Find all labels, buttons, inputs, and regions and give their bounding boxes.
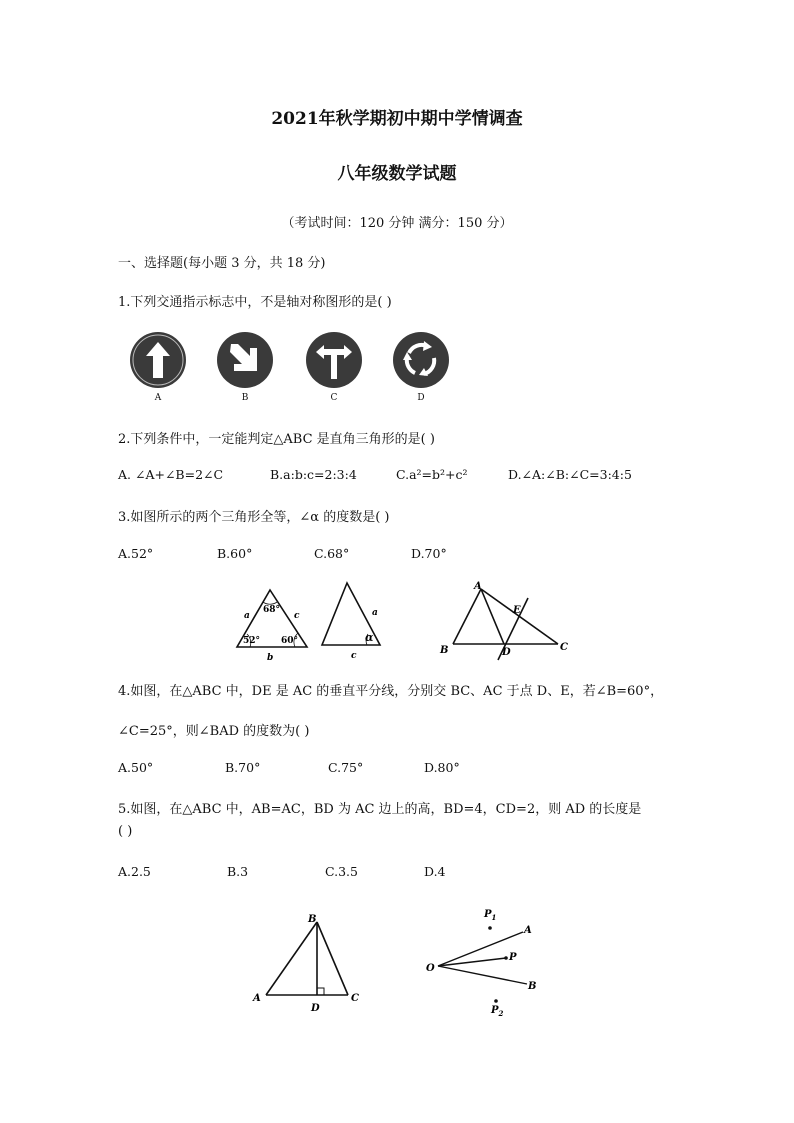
- sign-label-c: C: [330, 393, 338, 403]
- page-subtitle: 八年级数学试题: [337, 164, 457, 184]
- fig4-label-c: C: [560, 642, 568, 653]
- roundabout-icon: [393, 332, 449, 388]
- fig5-label-d: D: [311, 1003, 320, 1014]
- question-2-option-b: B.a:b:c=2:3:4: [270, 467, 357, 482]
- traffic-signs-figure: [118, 325, 458, 405]
- question-2-option-c: C.a²=b²+c²: [396, 467, 468, 482]
- fig2-label-alpha: α: [365, 631, 374, 644]
- question-3-option-d: D.70°: [411, 546, 447, 561]
- question-6-figure: [426, 909, 536, 1018]
- fig4-label-d: D: [502, 647, 511, 658]
- question-3-option-b: B.60°: [217, 546, 253, 561]
- arrow-down-right-icon: [217, 332, 273, 388]
- question-5-stem-line1: 5.如图，在△ABC 中，AB=AC，BD 为 AC 边上的高，BD=4，CD=2，则 AD 的长度是: [118, 802, 642, 817]
- question-4-option-a: A.50°: [118, 760, 154, 775]
- fig6-label-b: B: [528, 981, 537, 992]
- fig6-label-a: A: [524, 925, 532, 936]
- question-5-option-a: A.2.5: [118, 864, 151, 879]
- sign-label-d: D: [417, 393, 425, 403]
- question-5-option-d: D.4: [424, 864, 446, 879]
- question-3-4-figures: [225, 578, 585, 663]
- triangle-figure-2: [322, 583, 380, 661]
- fig1-label-a: a: [244, 611, 250, 621]
- fig1-angle-top: 68°: [263, 605, 281, 615]
- fig5-label-c: C: [351, 993, 359, 1004]
- question-4-option-d: D.80°: [424, 760, 460, 775]
- fig6-label-p1: $P_1$: [484, 909, 497, 922]
- arrow-up-icon: [130, 332, 186, 388]
- question-1-signs: [118, 325, 458, 405]
- fig1-label-c: c: [294, 611, 300, 621]
- question-2-stem: 2.下列条件中，一定能判定△ABC 是直角三角形的是( ): [118, 432, 435, 447]
- section-heading: 一、选择题(每小题 3 分，共 18 分): [118, 256, 326, 271]
- exam-info: （考试时间：120 分钟 满分：150 分）: [281, 216, 513, 231]
- question-4-stem-line2: ∠C=25°，则∠BAD 的度数为( ): [118, 724, 310, 739]
- question-5-stem-line2: ( ): [118, 824, 133, 839]
- fig2-label-a: a: [372, 608, 378, 618]
- fig4-label-a: A: [474, 581, 482, 592]
- fig1-angle-right: 60°: [281, 636, 299, 646]
- fig2-label-c: c: [351, 651, 357, 661]
- question-5-option-c: C.3.5: [325, 864, 358, 879]
- question-4-option-b: B.70°: [225, 760, 261, 775]
- question-5-6-figures: [245, 900, 565, 1020]
- question-3-option-c: C.68°: [314, 546, 350, 561]
- fig5-label-a: A: [253, 993, 261, 1004]
- triangle-figure-1: [237, 590, 307, 663]
- question-5-option-b: B.3: [227, 864, 249, 879]
- sign-label-b: B: [241, 393, 249, 403]
- question-3-stem: 3.如图所示的两个三角形全等，∠α 的度数是( ): [118, 510, 390, 525]
- question-4-stem-line1: 4.如图，在△ABC 中，DE 是 AC 的垂直平分线，分别交 BC、AC 于点 D、E，若∠B=60°，: [118, 684, 664, 699]
- question-3-option-a: A.52°: [118, 546, 154, 561]
- fig6-label-p2: $P_2$: [491, 1005, 504, 1018]
- fig1-angle-left: 52°: [243, 636, 261, 646]
- question-4-figure: [439, 581, 568, 660]
- fig4-label-b: B: [440, 645, 449, 656]
- fig4-label-e: E: [513, 605, 521, 616]
- question-1-stem: 1.下列交通指示标志中，不是轴对称图形的是( ): [118, 295, 392, 310]
- page-title: 2021年秋学期初中期中学情调查: [271, 109, 523, 129]
- question-5-figure: [252, 914, 359, 1014]
- fig5-label-b: B: [308, 914, 317, 925]
- fig6-label-p: P: [509, 952, 517, 963]
- question-4-option-c: C.75°: [328, 760, 364, 775]
- fig6-label-o: O: [426, 963, 435, 974]
- arrow-split-icon: [306, 332, 362, 388]
- sign-label-a: A: [154, 393, 162, 403]
- question-2-option-a: A. ∠A+∠B=2∠C: [118, 467, 224, 482]
- fig1-label-b: b: [267, 653, 274, 663]
- question-2-option-d: D.∠A:∠B:∠C=3:4:5: [508, 467, 632, 482]
